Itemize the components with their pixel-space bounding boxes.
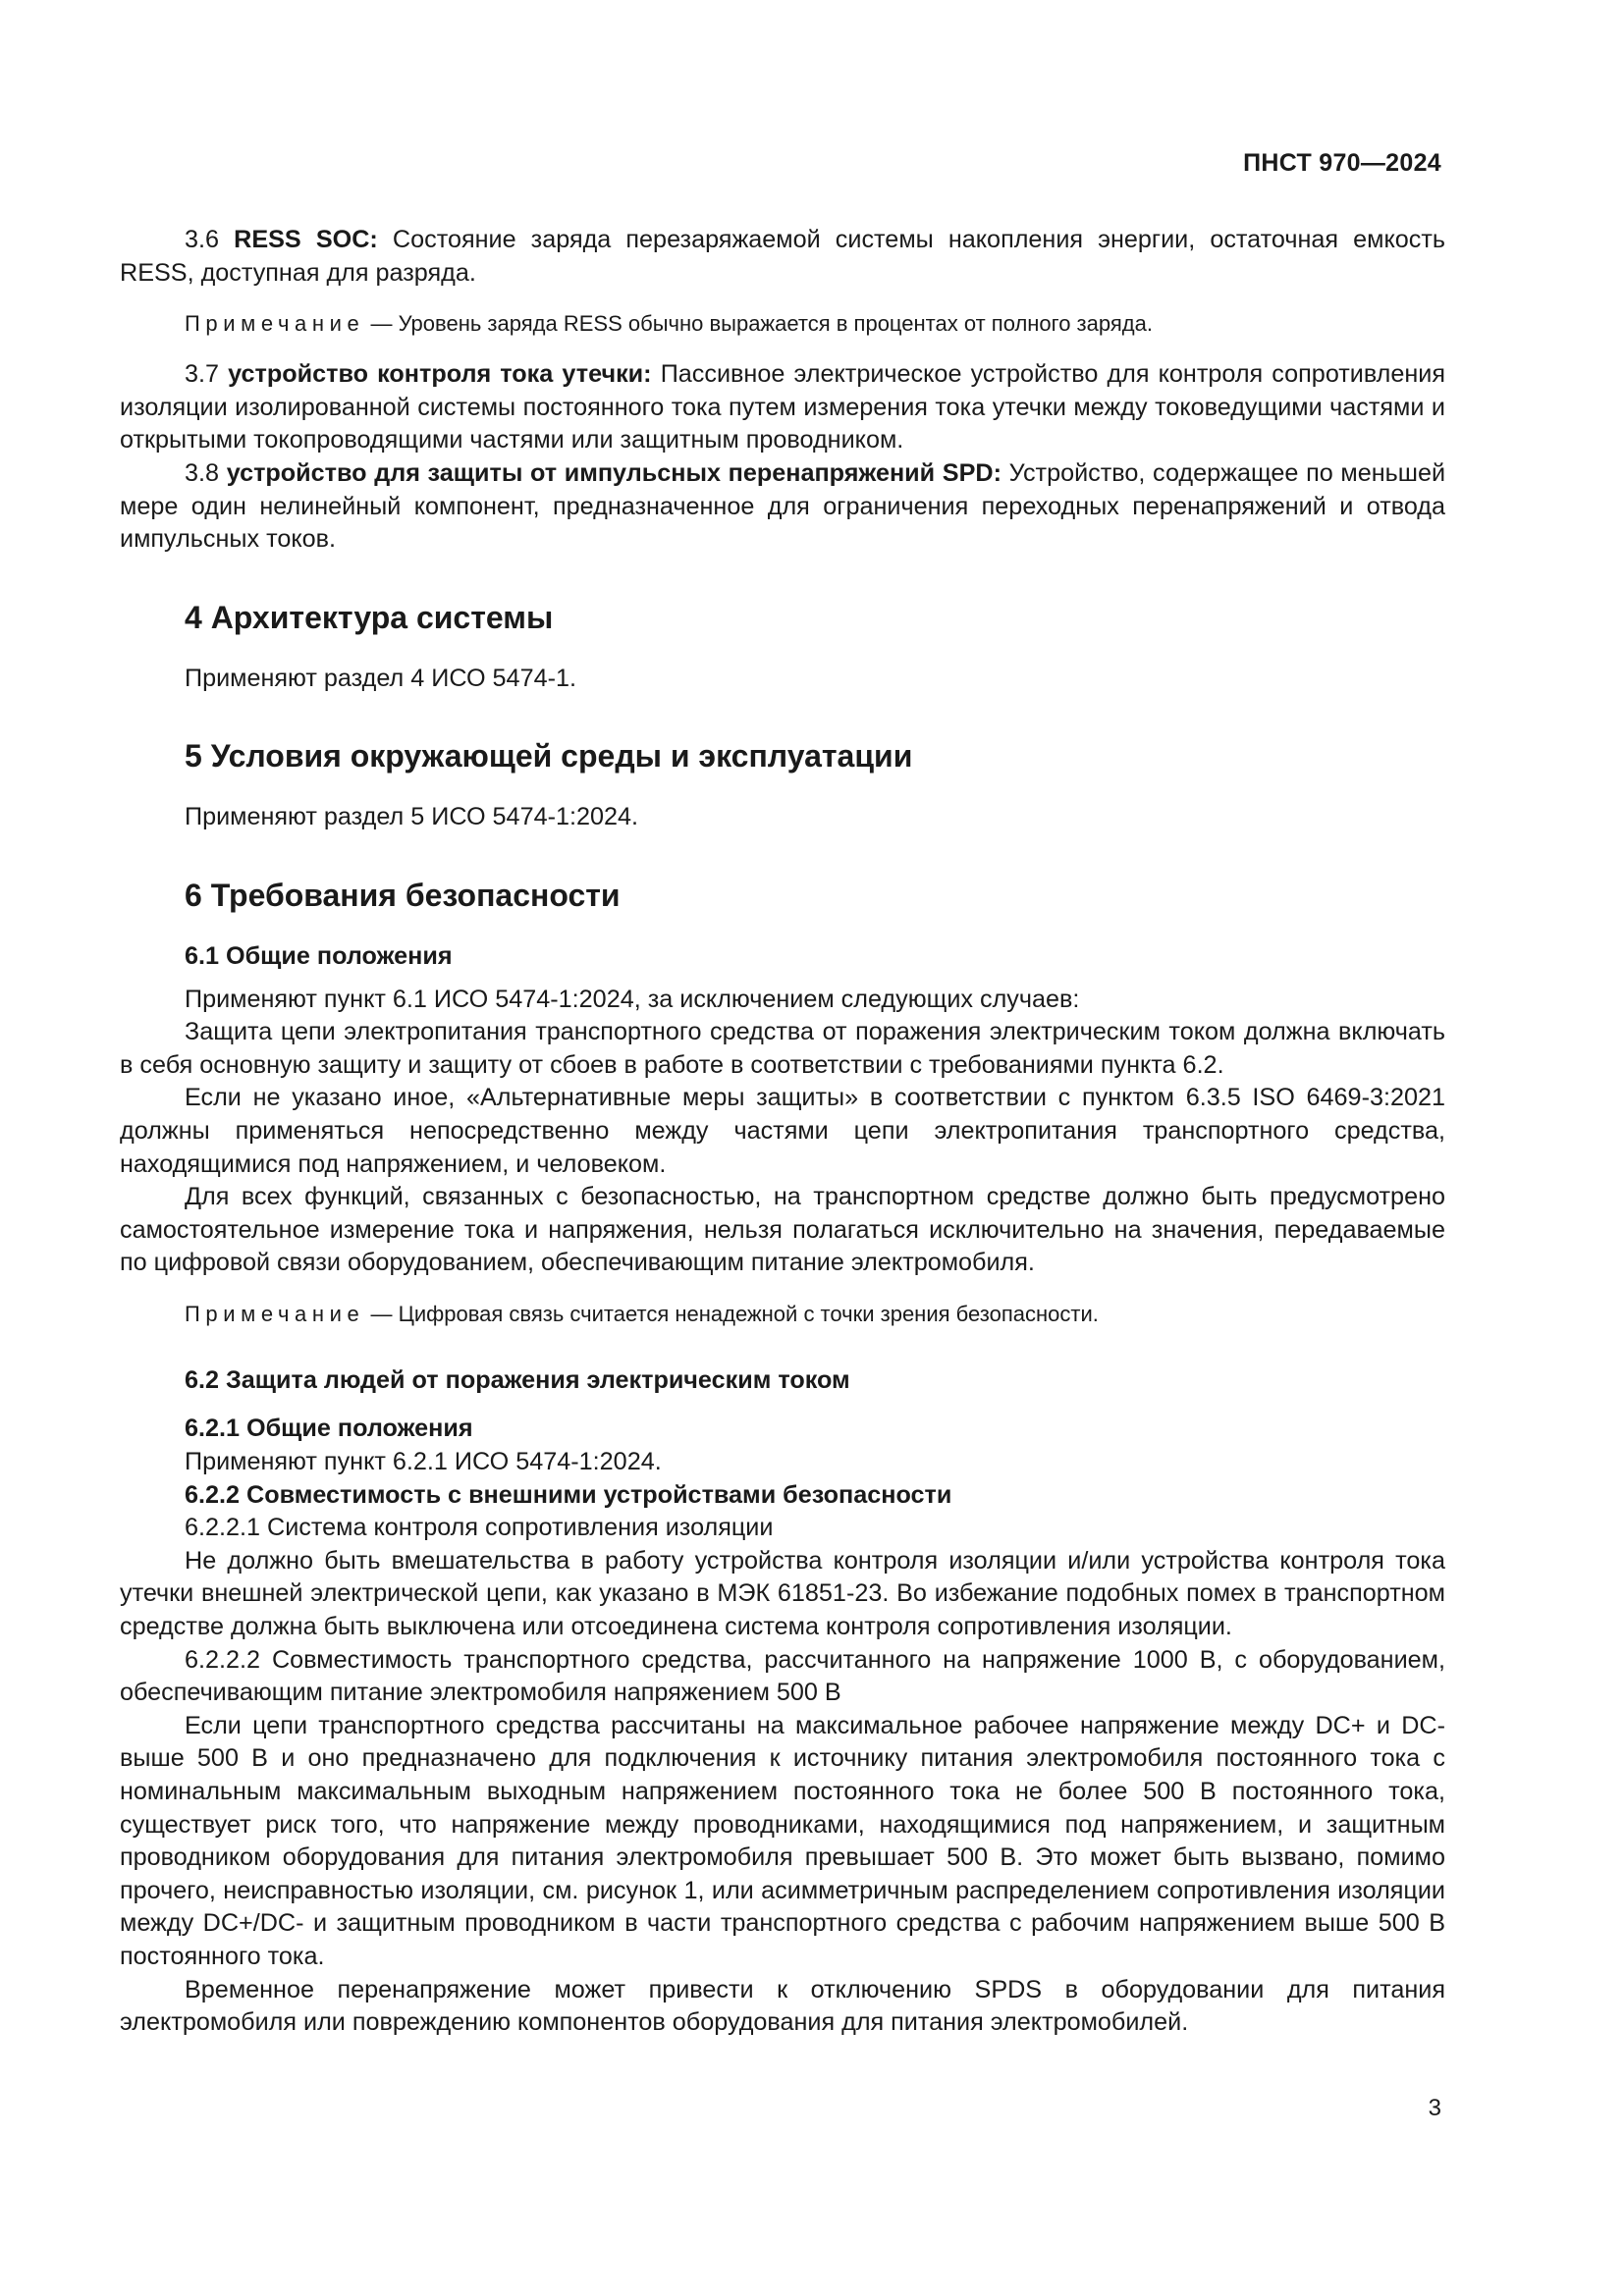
definition-number: 3.6 xyxy=(185,226,220,253)
page-content xyxy=(120,224,1445,2040)
page-number: 3 xyxy=(1428,2095,1441,2121)
paragraph: Для всех функций, связанных с безопасностью, на транспортном средстве должно быть предусмотрено самостоятельное измерение тока и напряжения, нельзя полагаться исключительно на значения, передаваемые по цифровой связи оборудованием, обеспечивающим питание электромобиля. xyxy=(120,1183,1445,1277)
section-6-2-heading: 6.2 Защита людей от поражения электрическим током xyxy=(185,1365,850,1394)
definition-term: устройство для защиты от импульсных перенапряжений SPD: xyxy=(226,458,1001,487)
definition-text: Устройство, содержащее по меньшей мере один нелинейный компонент, предназначенное для ограничения переходных перенапряжений и отвода импульсных токов. xyxy=(120,458,1446,554)
section-6-2-2-1-heading: 6.2.2.1 Система контроля сопротивления изоляции xyxy=(185,1514,774,1542)
note xyxy=(120,309,1445,339)
definition-text: Состояние заряда перезаряжаемой системы накопления энергии, остаточная емкость RESS, доступная для разряда. xyxy=(120,226,1446,287)
paragraph: Временное перенапряжение может привести к отключению SPDS в оборудовании для питания электромобиля или повреждению компонентов оборудования для питания электромобилей. xyxy=(120,1975,1445,2037)
paragraph: Применяют пункт 6.1 ИСО 5474-1:2024, за исключением следующих случаев: xyxy=(185,985,1080,1013)
definition-3-7 xyxy=(120,358,1445,457)
note xyxy=(120,1300,1445,1329)
definition-text: Пассивное электрическое устройство для контроля сопротивления изоляции изолированной системы постоянного тока путем измерения тока утечки между токоведущими частями и открытыми токопроводящими частями или защитным проводником. xyxy=(120,360,1445,454)
definition-number: 3.8 xyxy=(185,458,220,487)
paragraph: Защита цепи электропитания транспортного средства от поражения электрическим током должна включать в себя основную защиту и защиту от сбоев в работе в соответствии с требованиями пункта 6.2. xyxy=(120,1018,1445,1079)
note-label: Примечание xyxy=(185,311,365,337)
paragraph: Если цепи транспортного средства рассчитаны на максимальное рабочее напряжение между DC+ и DC- выше 500 В и оно предназначено для подключения к источнику питания электромобиля постоянного тока с номинальным максимальным выходным напряжением постоянного тока не более 500 В постоянного тока, существует риск того, что напряжение между проводниками, находящимися под напряжением, и защитным проводником оборудования для питания электромобиля превышает 500 В. Это может быть вызвано, помимо прочего, неисправностью изоляции, см. рисунок 1, или асимметричным распределением сопротивления изоляции между DC+/DC- и защитным проводником в части транспортного средства с рабочим напряжением выше 500 В постоянного тока. xyxy=(120,1711,1445,1970)
document-code: ПНСТ 970—2024 xyxy=(1243,149,1441,177)
definition-3-6 xyxy=(120,224,1445,290)
definition-3-8 xyxy=(120,457,1445,557)
paragraph: Если не указано иное, «Альтернативные меры защиты» в соответствии с пунктом 6.3.5 ISO 6469-3:2021 должны применяться непосредственно между частями цепи электропитания транспортного средства, находящимися под напряжением, и человеком. xyxy=(120,1084,1445,1178)
section-4-text: Применяют раздел 4 ИСО 5474-1. xyxy=(185,664,576,692)
note-text: — Уровень заряда RESS обычно выражается в процентах от полного заряда. xyxy=(364,311,1153,337)
paragraph: Не должно быть вмешательства в работу устройства контроля изоляции и/или устройства контроля тока утечки внешней электрической цепи, как указано в МЭК 61851-23. Во избежание подобных помех в транспортном средстве должна быть выключена или отсоединена система контроля сопротивления изоляции. xyxy=(120,1546,1445,1641)
note-label: Примечание xyxy=(185,1301,365,1326)
section-6-2-1-heading: 6.2.1 Общие положения xyxy=(185,1415,473,1443)
note-text: — Цифровая связь считается ненадежной с точки зрения безопасности. xyxy=(364,1301,1099,1326)
section-6-2-2-2-heading: 6.2.2.2 Совместимость транспортного средства, рассчитанного на напряжение 1000 В, с оборудованием, обеспечивающим питание электромобиля напряжением 500 В xyxy=(120,1645,1445,1707)
definition-term: RESS SOC: xyxy=(234,226,378,253)
section-6-2-2-heading: 6.2.2 Совместимость с внешними устройствами безопасности xyxy=(185,1480,952,1509)
section-6-1-heading: 6.1 Общие положения xyxy=(185,941,453,970)
definition-number: 3.7 xyxy=(185,360,220,389)
paragraph: Применяют пункт 6.2.1 ИСО 5474-1:2024. xyxy=(185,1448,662,1476)
definition-term: устройство контроля тока утечки: xyxy=(228,360,652,389)
section-6-heading: 6 Требования безопасности xyxy=(185,877,621,913)
section-5-heading: 5 Условия окружающей среды и эксплуатации xyxy=(185,738,913,774)
section-4-heading: 4 Архитектура системы xyxy=(185,599,554,635)
section-5-text: Применяют раздел 5 ИСО 5474-1:2024. xyxy=(185,803,639,831)
